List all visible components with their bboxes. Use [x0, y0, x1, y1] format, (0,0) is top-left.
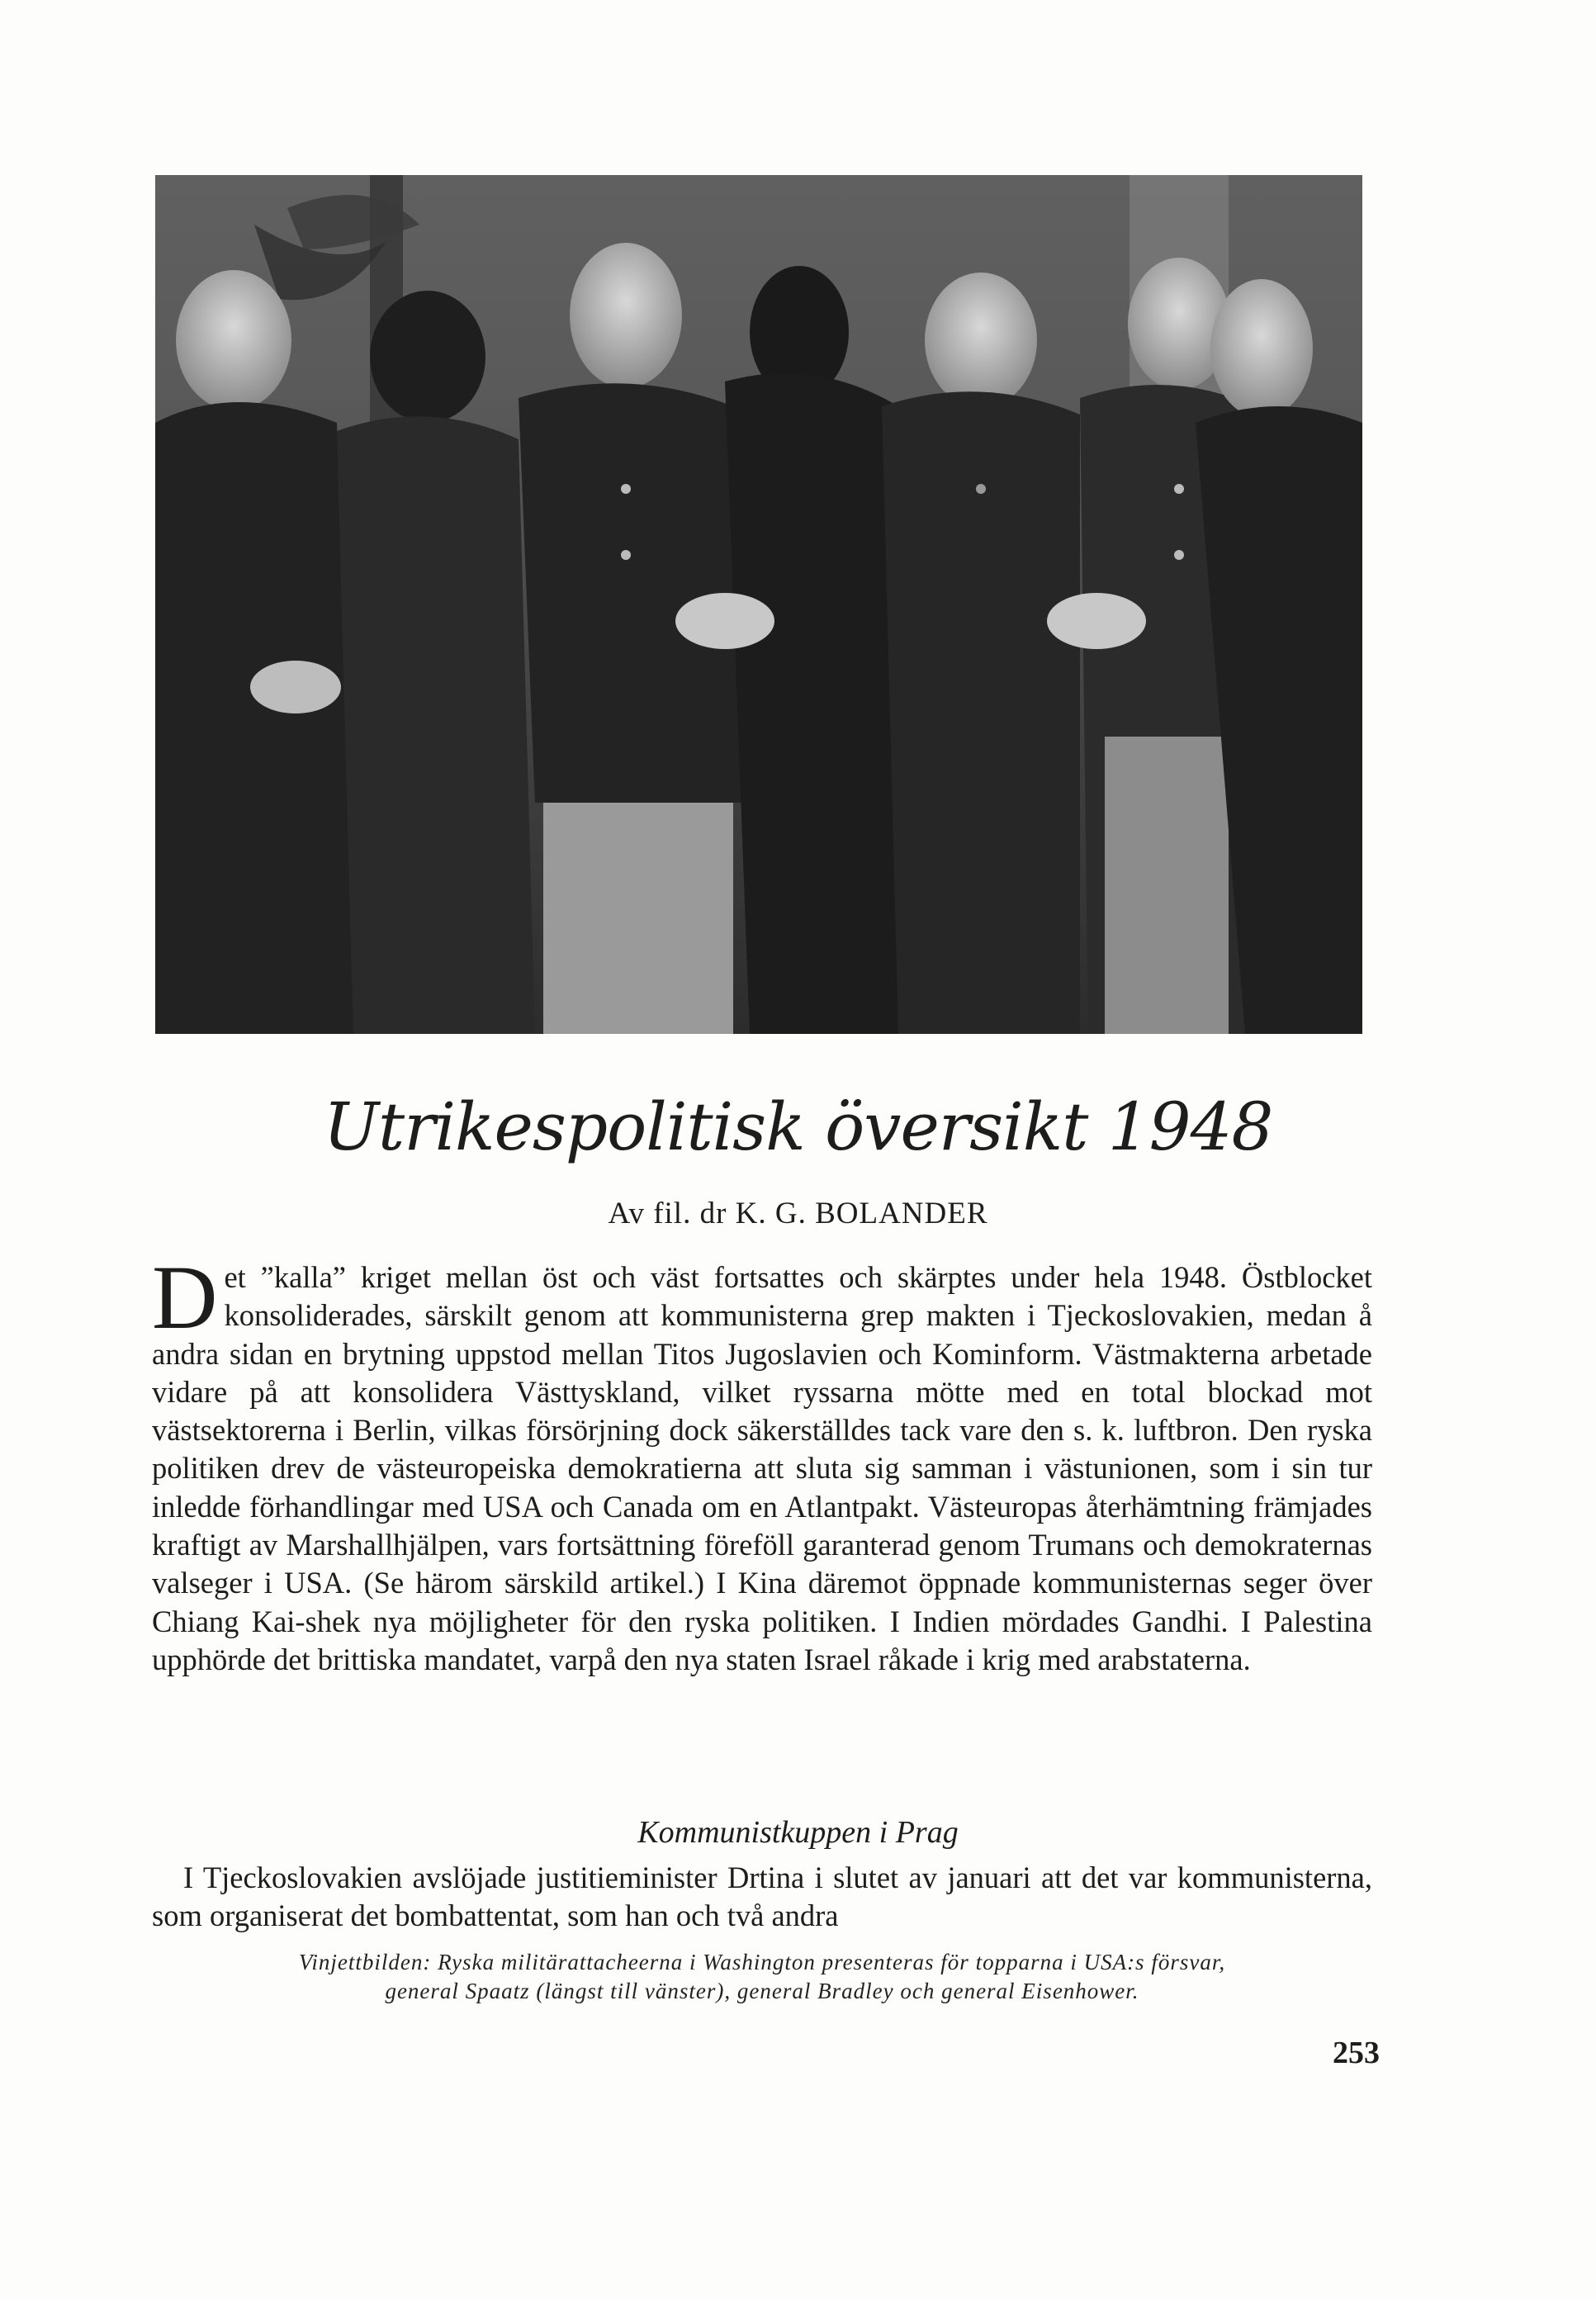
caption-line-2: general Spaatz (längst till vänster), general Bradley och general Eisenhower.	[385, 1979, 1139, 2003]
photo-caption	[152, 1948, 1372, 2006]
article-byline: Av fil. dr K. G. BOLANDER	[608, 1197, 988, 1230]
section-heading: Kommunistkuppen i Prag	[637, 1815, 959, 1850]
vignette-photo	[155, 175, 1362, 1034]
article-title: Utrikespolitisk översikt 1948	[323, 1088, 1273, 1165]
page-number: 253	[1333, 2036, 1380, 2070]
lead-paragraph	[152, 1247, 1372, 1679]
drop-cap: D	[152, 1247, 218, 1348]
caption-line-1: Vinjettbilden: Ryska militärattacheerna i Washington presenteras för topparna i USA:s försvar,	[298, 1950, 1226, 1974]
section-paragraph: I Tjeckoslovakien avslöjade justitieminister Drtina i slutet av januari att det var kommunisterna, som organiserat det bombattentat, som han och två andra	[152, 1861, 1372, 1933]
lead-paragraph-text: et ”kalla” kriget mellan öst och väst fortsattes och skärptes under hela 1948. Östblocket konsoliderades, särskilt genom att kommunisterna grep makten i Tjeckoslovakien, medan å andra sidan en brytning uppstod mellan Titos Jugoslavien och Kominform. Västmakterna arbetade vidare på att konsolidera Västtyskland, vilket ryssarna mötte med en total blockad mot västsektorerna i Berlin, vilkas försörjning dock säkerställdes tack vare den s. k. luftbron. Den ryska politiken drev de västeuropeiska demokratierna att sluta sig samman i västunionen, som i sin tur inledde förhandlingar med USA och Canada om en Atlantpakt. Västeuropas återhämtning främjades kraftigt av Marshallhjälpen, vars fortsättning föreföll garanterad genom Trumans och demokraternas valseger i USA. (Se härom särskild artikel.) I Kina däremot öppnade kommunisternas seger över Chiang Kai-shek nya möjligheter för den ryska politiken. I Indien mördades Gandhi. I Palestina upphörde det brittiska mandatet, varpå den nya staten Israel råkade i krig med arabstaterna.	[152, 1260, 1372, 1676]
photo-illustration	[155, 175, 1362, 1034]
